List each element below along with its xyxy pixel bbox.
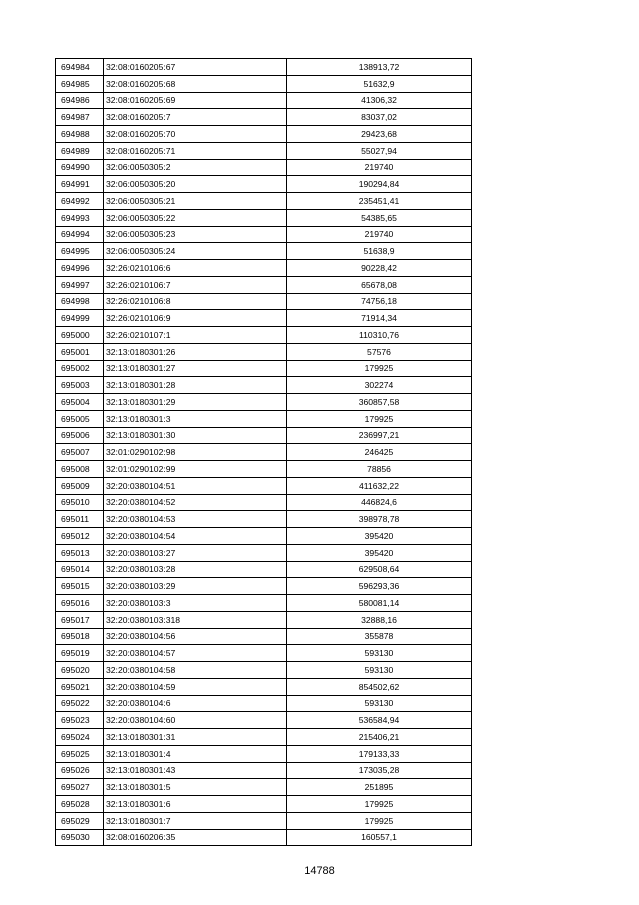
value-cell: 83037,02 bbox=[287, 109, 472, 126]
cadastral-number-cell: 32:20:0380104:6 bbox=[104, 695, 287, 712]
row-id-cell: 695004 bbox=[56, 394, 104, 411]
value-cell: 138913,72 bbox=[287, 59, 472, 76]
cadastral-number-cell: 32:13:0180301:43 bbox=[104, 762, 287, 779]
value-cell: 411632,22 bbox=[287, 477, 472, 494]
row-id-cell: 695019 bbox=[56, 645, 104, 662]
value-cell: 65678,08 bbox=[287, 276, 472, 293]
value-cell: 854502,62 bbox=[287, 678, 472, 695]
table-row bbox=[56, 276, 472, 293]
value-cell: 190294,84 bbox=[287, 176, 472, 193]
value-cell: 179925 bbox=[287, 360, 472, 377]
table-row bbox=[56, 595, 472, 612]
cadastral-number-cell: 32:13:0180301:28 bbox=[104, 377, 287, 394]
table-row bbox=[56, 461, 472, 478]
row-id-cell: 694987 bbox=[56, 109, 104, 126]
table-row bbox=[56, 494, 472, 511]
table-row bbox=[56, 360, 472, 377]
row-id-cell: 694992 bbox=[56, 193, 104, 210]
table-row bbox=[56, 410, 472, 427]
value-cell: 173035,28 bbox=[287, 762, 472, 779]
cadastral-number-cell: 32:20:0380103:28 bbox=[104, 561, 287, 578]
row-id-cell: 694988 bbox=[56, 126, 104, 143]
value-cell: 78856 bbox=[287, 461, 472, 478]
table-row bbox=[56, 812, 472, 829]
row-id-cell: 694989 bbox=[56, 142, 104, 159]
row-id-cell: 694994 bbox=[56, 226, 104, 243]
cadastral-number-cell: 32:20:0380104:60 bbox=[104, 712, 287, 729]
row-id-cell: 695018 bbox=[56, 628, 104, 645]
value-cell: 536584,94 bbox=[287, 712, 472, 729]
cadastral-number-cell: 32:20:0380104:52 bbox=[104, 494, 287, 511]
table-row bbox=[56, 159, 472, 176]
value-cell: 160557,1 bbox=[287, 829, 472, 846]
value-cell: 179925 bbox=[287, 410, 472, 427]
table-row bbox=[56, 628, 472, 645]
row-id-cell: 695022 bbox=[56, 695, 104, 712]
value-cell: 593130 bbox=[287, 695, 472, 712]
table-row bbox=[56, 745, 472, 762]
table-row bbox=[56, 796, 472, 813]
table-row bbox=[56, 343, 472, 360]
value-cell: 596293,36 bbox=[287, 578, 472, 595]
row-id-cell: 695011 bbox=[56, 511, 104, 528]
row-id-cell: 695028 bbox=[56, 796, 104, 813]
value-cell: 593130 bbox=[287, 662, 472, 679]
row-id-cell: 695025 bbox=[56, 745, 104, 762]
row-id-cell: 694993 bbox=[56, 209, 104, 226]
value-cell: 215406,21 bbox=[287, 729, 472, 746]
row-id-cell: 695026 bbox=[56, 762, 104, 779]
table-row bbox=[56, 779, 472, 796]
table-row bbox=[56, 59, 472, 76]
cadastral-number-cell: 32:13:0180301:4 bbox=[104, 745, 287, 762]
cadastral-number-cell: 32:13:0180301:3 bbox=[104, 410, 287, 427]
value-cell: 395420 bbox=[287, 528, 472, 545]
value-cell: 74756,18 bbox=[287, 293, 472, 310]
cadastral-number-cell: 32:08:0160205:7 bbox=[104, 109, 287, 126]
cadastral-number-cell: 32:08:0160205:71 bbox=[104, 142, 287, 159]
cadastral-number-cell: 32:13:0180301:7 bbox=[104, 812, 287, 829]
table-row bbox=[56, 578, 472, 595]
row-id-cell: 695001 bbox=[56, 343, 104, 360]
value-cell: 29423,68 bbox=[287, 126, 472, 143]
table-row bbox=[56, 712, 472, 729]
cadastral-number-cell: 32:20:0380104:53 bbox=[104, 511, 287, 528]
row-id-cell: 695008 bbox=[56, 461, 104, 478]
row-id-cell: 695010 bbox=[56, 494, 104, 511]
table-row bbox=[56, 511, 472, 528]
value-cell: 71914,34 bbox=[287, 310, 472, 327]
registry-table-body bbox=[56, 59, 472, 846]
page-number: 14788 bbox=[304, 865, 335, 877]
row-id-cell: 694991 bbox=[56, 176, 104, 193]
table-row bbox=[56, 310, 472, 327]
cadastral-number-cell: 32:08:0160206:35 bbox=[104, 829, 287, 846]
table-row bbox=[56, 394, 472, 411]
row-id-cell: 695002 bbox=[56, 360, 104, 377]
value-cell: 251895 bbox=[287, 779, 472, 796]
cadastral-number-cell: 32:13:0180301:6 bbox=[104, 796, 287, 813]
value-cell: 302274 bbox=[287, 377, 472, 394]
value-cell: 32888,16 bbox=[287, 611, 472, 628]
row-id-cell: 694998 bbox=[56, 293, 104, 310]
row-id-cell: 694995 bbox=[56, 243, 104, 260]
cadastral-number-cell: 32:20:0380103:29 bbox=[104, 578, 287, 595]
value-cell: 57576 bbox=[287, 343, 472, 360]
table-row bbox=[56, 92, 472, 109]
cadastral-number-cell: 32:06:0050305:23 bbox=[104, 226, 287, 243]
cadastral-number-cell: 32:20:0380104:58 bbox=[104, 662, 287, 679]
value-cell: 55027,94 bbox=[287, 142, 472, 159]
cadastral-number-cell: 32:13:0180301:26 bbox=[104, 343, 287, 360]
row-id-cell: 695005 bbox=[56, 410, 104, 427]
cadastral-number-cell: 32:08:0160205:68 bbox=[104, 75, 287, 92]
row-id-cell: 695003 bbox=[56, 377, 104, 394]
value-cell: 395420 bbox=[287, 544, 472, 561]
table-row bbox=[56, 209, 472, 226]
row-id-cell: 695024 bbox=[56, 729, 104, 746]
cadastral-number-cell: 32:26:0210106:7 bbox=[104, 276, 287, 293]
cadastral-number-cell: 32:06:0050305:21 bbox=[104, 193, 287, 210]
row-id-cell: 695015 bbox=[56, 578, 104, 595]
row-id-cell: 695023 bbox=[56, 712, 104, 729]
cadastral-number-cell: 32:01:0290102:98 bbox=[104, 444, 287, 461]
table-row bbox=[56, 444, 472, 461]
value-cell: 54385,65 bbox=[287, 209, 472, 226]
cadastral-number-cell: 32:13:0180301:31 bbox=[104, 729, 287, 746]
table-row bbox=[56, 260, 472, 277]
table-row bbox=[56, 293, 472, 310]
value-cell: 446824,6 bbox=[287, 494, 472, 511]
value-cell: 51632,9 bbox=[287, 75, 472, 92]
row-id-cell: 694986 bbox=[56, 92, 104, 109]
cadastral-number-cell: 32:06:0050305:2 bbox=[104, 159, 287, 176]
cadastral-number-cell: 32:01:0290102:99 bbox=[104, 461, 287, 478]
table-row bbox=[56, 544, 472, 561]
value-cell: 246425 bbox=[287, 444, 472, 461]
value-cell: 179925 bbox=[287, 796, 472, 813]
value-cell: 41306,32 bbox=[287, 92, 472, 109]
cadastral-number-cell: 32:20:0380104:51 bbox=[104, 477, 287, 494]
cadastral-number-cell: 32:26:0210106:8 bbox=[104, 293, 287, 310]
cadastral-number-cell: 32:08:0160205:67 bbox=[104, 59, 287, 76]
cadastral-number-cell: 32:08:0160205:69 bbox=[104, 92, 287, 109]
row-id-cell: 695017 bbox=[56, 611, 104, 628]
row-id-cell: 694999 bbox=[56, 310, 104, 327]
value-cell: 179925 bbox=[287, 812, 472, 829]
value-cell: 110310,76 bbox=[287, 327, 472, 344]
value-cell: 51638,9 bbox=[287, 243, 472, 260]
row-id-cell: 694985 bbox=[56, 75, 104, 92]
table-row bbox=[56, 109, 472, 126]
cadastral-number-cell: 32:06:0050305:22 bbox=[104, 209, 287, 226]
value-cell: 360857,58 bbox=[287, 394, 472, 411]
row-id-cell: 695007 bbox=[56, 444, 104, 461]
value-cell: 236997,21 bbox=[287, 427, 472, 444]
table-row bbox=[56, 75, 472, 92]
row-id-cell: 695009 bbox=[56, 477, 104, 494]
row-id-cell: 695000 bbox=[56, 327, 104, 344]
cadastral-number-cell: 32:13:0180301:27 bbox=[104, 360, 287, 377]
table-row bbox=[56, 377, 472, 394]
cadastral-number-cell: 32:13:0180301:5 bbox=[104, 779, 287, 796]
registry-table bbox=[55, 58, 472, 846]
table-row bbox=[56, 477, 472, 494]
cadastral-number-cell: 32:20:0380104:59 bbox=[104, 678, 287, 695]
cadastral-number-cell: 32:26:0210106:9 bbox=[104, 310, 287, 327]
row-id-cell: 695027 bbox=[56, 779, 104, 796]
row-id-cell: 695029 bbox=[56, 812, 104, 829]
table-row bbox=[56, 142, 472, 159]
value-cell: 580081,14 bbox=[287, 595, 472, 612]
table-row bbox=[56, 678, 472, 695]
table-row bbox=[56, 561, 472, 578]
table-row bbox=[56, 176, 472, 193]
row-id-cell: 694990 bbox=[56, 159, 104, 176]
table-row bbox=[56, 662, 472, 679]
row-id-cell: 695014 bbox=[56, 561, 104, 578]
table-row bbox=[56, 762, 472, 779]
cadastral-number-cell: 32:26:0210106:6 bbox=[104, 260, 287, 277]
row-id-cell: 694996 bbox=[56, 260, 104, 277]
table-row bbox=[56, 611, 472, 628]
cadastral-number-cell: 32:26:0210107:1 bbox=[104, 327, 287, 344]
row-id-cell: 695030 bbox=[56, 829, 104, 846]
value-cell: 219740 bbox=[287, 226, 472, 243]
table-row bbox=[56, 126, 472, 143]
row-id-cell: 695021 bbox=[56, 678, 104, 695]
row-id-cell: 695016 bbox=[56, 595, 104, 612]
table-row bbox=[56, 243, 472, 260]
table-row bbox=[56, 327, 472, 344]
value-cell: 629508,64 bbox=[287, 561, 472, 578]
cadastral-number-cell: 32:20:0380104:57 bbox=[104, 645, 287, 662]
value-cell: 90228,42 bbox=[287, 260, 472, 277]
row-id-cell: 695012 bbox=[56, 528, 104, 545]
row-id-cell: 695013 bbox=[56, 544, 104, 561]
value-cell: 219740 bbox=[287, 159, 472, 176]
cadastral-number-cell: 32:13:0180301:29 bbox=[104, 394, 287, 411]
cadastral-number-cell: 32:13:0180301:30 bbox=[104, 427, 287, 444]
table-row bbox=[56, 427, 472, 444]
cadastral-number-cell: 32:08:0160205:70 bbox=[104, 126, 287, 143]
table-row bbox=[56, 729, 472, 746]
cadastral-number-cell: 32:06:0050305:20 bbox=[104, 176, 287, 193]
row-id-cell: 695006 bbox=[56, 427, 104, 444]
row-id-cell: 694997 bbox=[56, 276, 104, 293]
row-id-cell: 695020 bbox=[56, 662, 104, 679]
table-row bbox=[56, 193, 472, 210]
value-cell: 398978,78 bbox=[287, 511, 472, 528]
table-row bbox=[56, 226, 472, 243]
cadastral-number-cell: 32:20:0380103:3 bbox=[104, 595, 287, 612]
cadastral-number-cell: 32:20:0380103:27 bbox=[104, 544, 287, 561]
cadastral-number-cell: 32:06:0050305:24 bbox=[104, 243, 287, 260]
table-row bbox=[56, 528, 472, 545]
row-id-cell: 694984 bbox=[56, 59, 104, 76]
value-cell: 179133,33 bbox=[287, 745, 472, 762]
cadastral-number-cell: 32:20:0380104:54 bbox=[104, 528, 287, 545]
value-cell: 593130 bbox=[287, 645, 472, 662]
value-cell: 235451,41 bbox=[287, 193, 472, 210]
table-row bbox=[56, 695, 472, 712]
cadastral-number-cell: 32:20:0380103:318 bbox=[104, 611, 287, 628]
cadastral-number-cell: 32:20:0380104:56 bbox=[104, 628, 287, 645]
table-row bbox=[56, 829, 472, 846]
table-row bbox=[56, 645, 472, 662]
value-cell: 355878 bbox=[287, 628, 472, 645]
